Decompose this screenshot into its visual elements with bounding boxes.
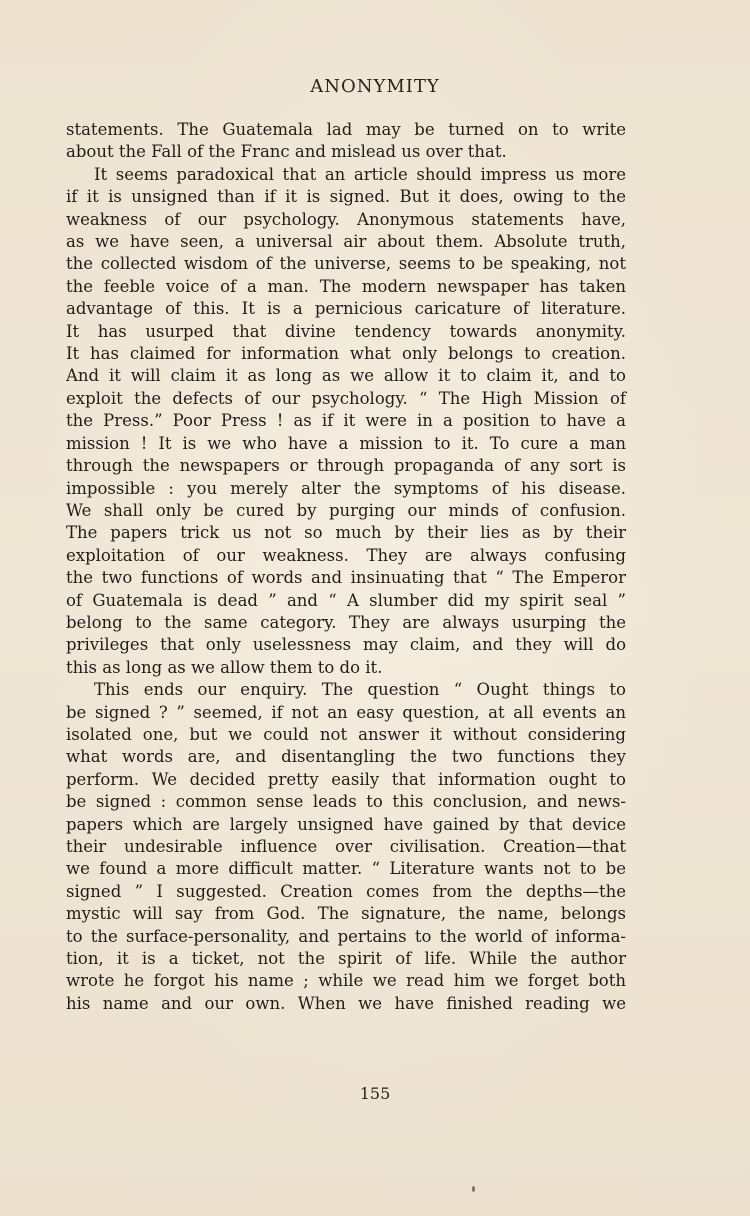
text-line: advantage of this. It is a pernicious caricature of literature.	[66, 299, 626, 319]
text-line: the two functions of words and insinuating that “ The Emperor	[66, 568, 626, 588]
text-line: about the Fall of the Franc and mislead us over that.	[66, 142, 507, 162]
text-line: of Guatemala is dead ” and “ A slumber did my spirit seal ”	[66, 590, 626, 610]
text-line: It has usurped that divine tendency towards anonymity.	[66, 321, 626, 341]
text-line: belong to the same category. They are always usurping the	[66, 612, 626, 632]
text-line: privileges that only uselessness may claim, and they will do	[66, 635, 626, 655]
text-line: wrote he forgot his name ; while we read him we forget both	[66, 971, 626, 991]
text-line: this as long as we allow them to do it.	[66, 657, 383, 677]
text-line: as we have seen, a universal air about them. Absolute truth,	[66, 232, 626, 252]
text-line: exploit the defects of our psychology. “ The High Mission of	[66, 388, 626, 408]
text-line: perform. We decided pretty easily that information ought to	[66, 769, 626, 789]
text-line: through the newspapers or through propaganda of any sort is	[66, 456, 626, 476]
text-line: their undesirable influence over civilisation. Creation—that	[66, 837, 626, 856]
text-line: to the surface-personality, and pertains to the world of informa-	[66, 926, 626, 946]
page-number: 155	[359, 1084, 391, 1103]
text-line: impossible : you merely alter the symptoms of his disease.	[66, 478, 626, 498]
text-line: what words are, and disentangling the two functions they	[66, 747, 626, 767]
text-line: And it will claim it as long as we allow it to claim it, and to	[66, 366, 626, 386]
text-line: weakness of our psychology. Anonymous statements have,	[66, 209, 626, 229]
text-line: his name and our own. When we have finished reading we	[66, 993, 626, 1013]
text-line: exploitation of our weakness. They are always confusing	[66, 545, 626, 565]
text-line: statements. The Guatemala lad may be turned on to write	[66, 120, 626, 139]
text-line: mission ! It is we who have a mission to it. To cure a man	[66, 433, 626, 453]
text-line: It has claimed for information what only belongs to creation.	[66, 344, 626, 364]
text-line: tion, it is a ticket, not the spirit of life. While the author	[66, 949, 626, 969]
body-text	[66, 119, 626, 1015]
text-line: if it is unsigned than if it is signed. But it does, owing to the	[66, 187, 626, 207]
paper-speck	[472, 1186, 475, 1192]
running-head: ANONYMITY	[310, 76, 440, 97]
text-line: The papers trick us not so much by their lies as by their	[66, 523, 626, 543]
text-line: the collected wisdom of the universe, seems to be speaking, not	[66, 254, 626, 274]
text-line: papers which are largely unsigned have gained by that device	[66, 814, 626, 834]
text-line: be signed ? ” seemed, if not an easy question, at all events an	[66, 702, 626, 722]
text-line: This ends our enquiry. The question “ Ought things to	[94, 680, 626, 700]
text-line: We shall only be cured by purging our minds of confusion.	[66, 500, 626, 520]
text-line: be signed : common sense leads to this conclusion, and news-	[66, 792, 626, 812]
text-line: It seems paradoxical that an article should impress us more	[94, 164, 626, 184]
text-line: the Press.” Poor Press ! as if it were in a position to have a	[66, 411, 626, 431]
text-line: mystic will say from God. The signature, the name, belongs	[66, 904, 626, 924]
text-line: signed ” I suggested. Creation comes from the depths—the	[66, 881, 626, 901]
text-line: isolated one, but we could not answer it without considering	[66, 724, 626, 744]
text-line: the feeble voice of a man. The modern newspaper has taken	[66, 276, 626, 296]
text-line: we found a more difficult matter. “ Literature wants not to be	[66, 859, 626, 879]
